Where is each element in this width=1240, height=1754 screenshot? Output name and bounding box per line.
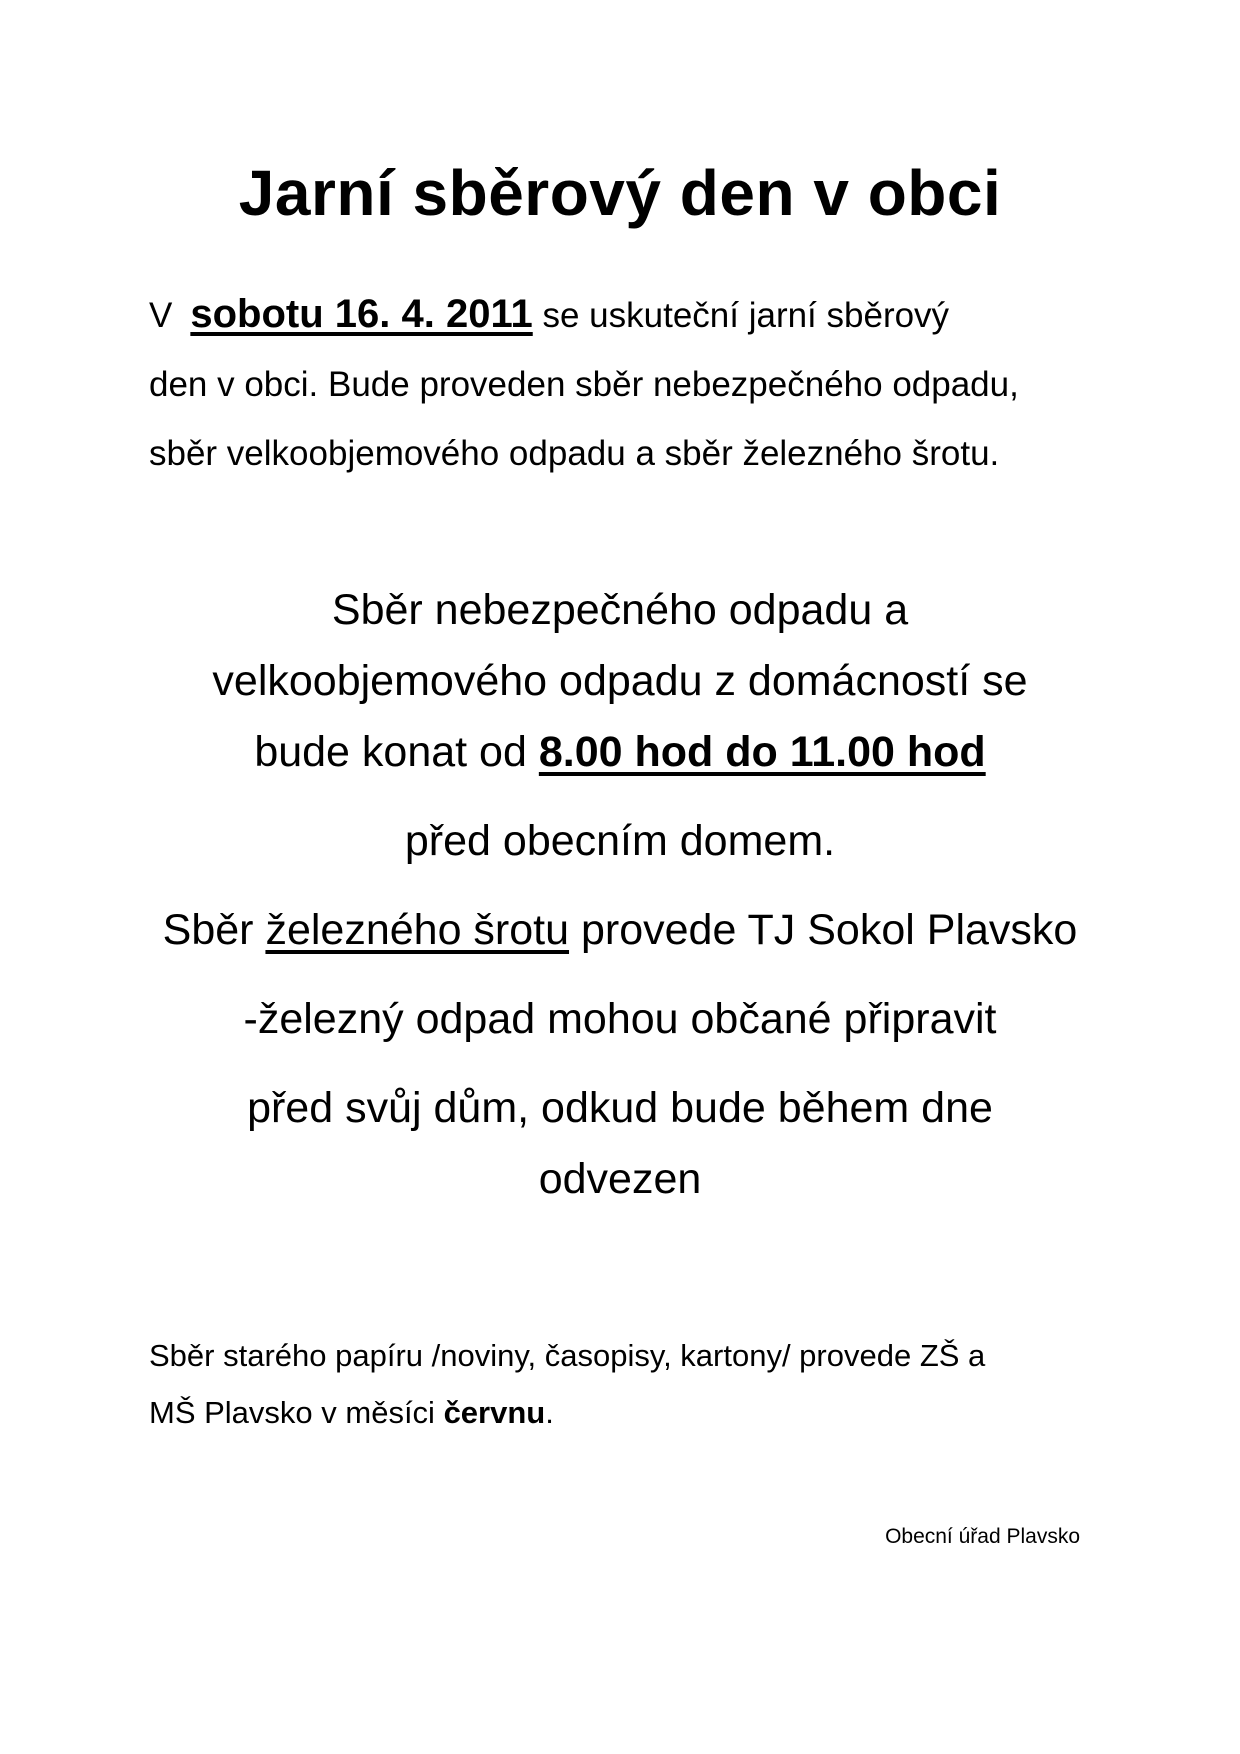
intro-line-3: sběr velkoobjemového odpadu a sběr železného šrotu. [149,434,1000,473]
page-title: Jarní sběrový den v obci [238,157,1002,229]
intro-line-2: den v obci. Bude proveden sběr nebezpečného odpadu, [149,365,1019,404]
collection-details [0,575,1240,1215]
intro-paragraph [149,280,1149,488]
intro-prefix: V [149,296,173,335]
center-line-6: -železný odpad mohou občané připravit [243,995,997,1043]
paper-line-2-prefix: MŠ Plavsko v měsíci [149,1395,444,1430]
intro-line-1 [149,280,1149,350]
center-line-5-rest: provede TJ Sokol Plavsko [569,906,1078,954]
paper-line-2-suffix: . [545,1395,554,1430]
center-line-5 [0,895,1240,966]
center-line-5-prefix: Sběr [162,906,266,954]
collection-month: červnu [443,1395,546,1430]
event-date: sobotu 16. 4. 2011 [190,292,533,336]
center-line-3-prefix: bude konat od [254,728,539,776]
paper-line-1: Sběr starého papíru /noviny, časopisy, kartony/ provede ZŠ a [149,1338,986,1373]
center-line-3 [0,717,1240,788]
center-line-7: před svůj dům, odkud bude během dne [247,1084,993,1132]
center-line-4: před obecním domem. [404,817,836,865]
paper-collection-note [149,1327,1149,1441]
paper-line-2 [149,1384,1149,1441]
collection-hours: 8.00 hod do 11.00 hod [538,728,986,776]
intro-line-1-rest: se uskuteční jarní sběrový [532,296,950,335]
center-line-1: Sběr nebezpečného odpadu a [331,586,909,634]
signature: Obecní úřad Plavsko [885,1525,1080,1548]
scrap-metal-label: železného šrotu [265,906,570,954]
center-line-2: velkoobjemového odpadu z domácností se [212,657,1028,705]
center-line-8: odvezen [538,1155,702,1203]
